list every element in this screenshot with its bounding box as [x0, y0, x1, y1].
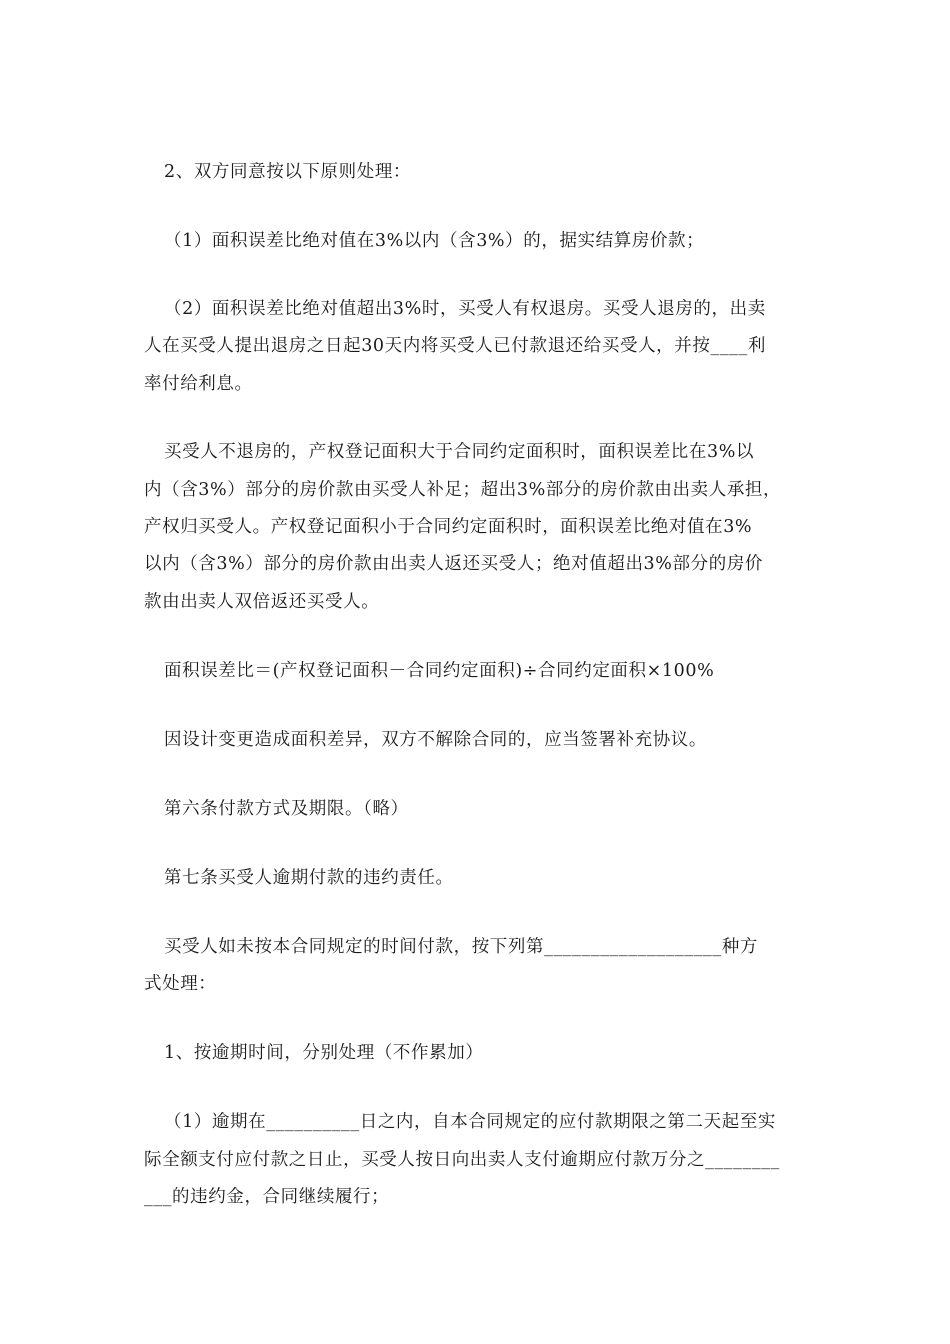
- paragraph-line: 式处理：: [144, 974, 217, 994]
- paragraph-line: 率付给利息。: [144, 374, 253, 394]
- paragraph-line: 产权归买受人。产权登记面积小于合同约定面积时，面积误差比绝对值在3%: [144, 517, 753, 537]
- paragraph-line: 内（含3%）部分的房价款由买受人补足；超出3%部分的房价款由出卖人承担，: [144, 480, 782, 500]
- article-heading: 第七条买受人逾期付款的违约责任。: [164, 868, 454, 888]
- paragraph-line: 以内（含3%）部分的房价款由出卖人返还买受人；绝对值超出3%部分的房价: [144, 554, 764, 574]
- paragraph-line: 际全额支付应付款之日止，买受人按日向出卖人支付逾期应付款万分之________: [144, 1150, 780, 1170]
- paragraph-line: ___的违约金，合同继续履行；: [144, 1187, 390, 1207]
- paragraph-line: 买受人不退房的，产权登记面积大于合同约定面积时，面积误差比在3%以: [164, 442, 755, 462]
- paragraph-line: 买受人如未按本合同规定的时间付款，按下列第___________________种方: [164, 937, 758, 957]
- paragraph-line: 款由出卖人双倍返还买受人。: [144, 592, 380, 612]
- clause-heading: 2、双方同意按以下原则处理：: [164, 162, 412, 182]
- formula-line: 面积误差比＝(产权登记面积－合同约定面积)÷合同约定面积×100%: [164, 661, 715, 681]
- paragraph-line: （1）逾期在__________日之内，自本合同规定的应付款期限之第二天起至实: [164, 1112, 777, 1132]
- paragraph-line: 人在买受人提出退房之日起30天内将买受人已付款退还给买受人，并按____利: [144, 336, 766, 356]
- paragraph-line: （2）面积误差比绝对值超出3%时，买受人有权退房。买受人退房的，出卖: [164, 299, 766, 319]
- paragraph-line: （1）面积误差比绝对值在3%以内（含3%）的，据实结算房价款；: [164, 231, 705, 251]
- clause-heading: 1、按逾期时间，分别处理（不作累加）: [164, 1043, 484, 1063]
- paragraph-line: 因设计变更造成面积差异，双方不解除合同的，应当签署补充协议。: [164, 730, 707, 750]
- article-heading: 第六条付款方式及期限。（略）: [164, 799, 409, 819]
